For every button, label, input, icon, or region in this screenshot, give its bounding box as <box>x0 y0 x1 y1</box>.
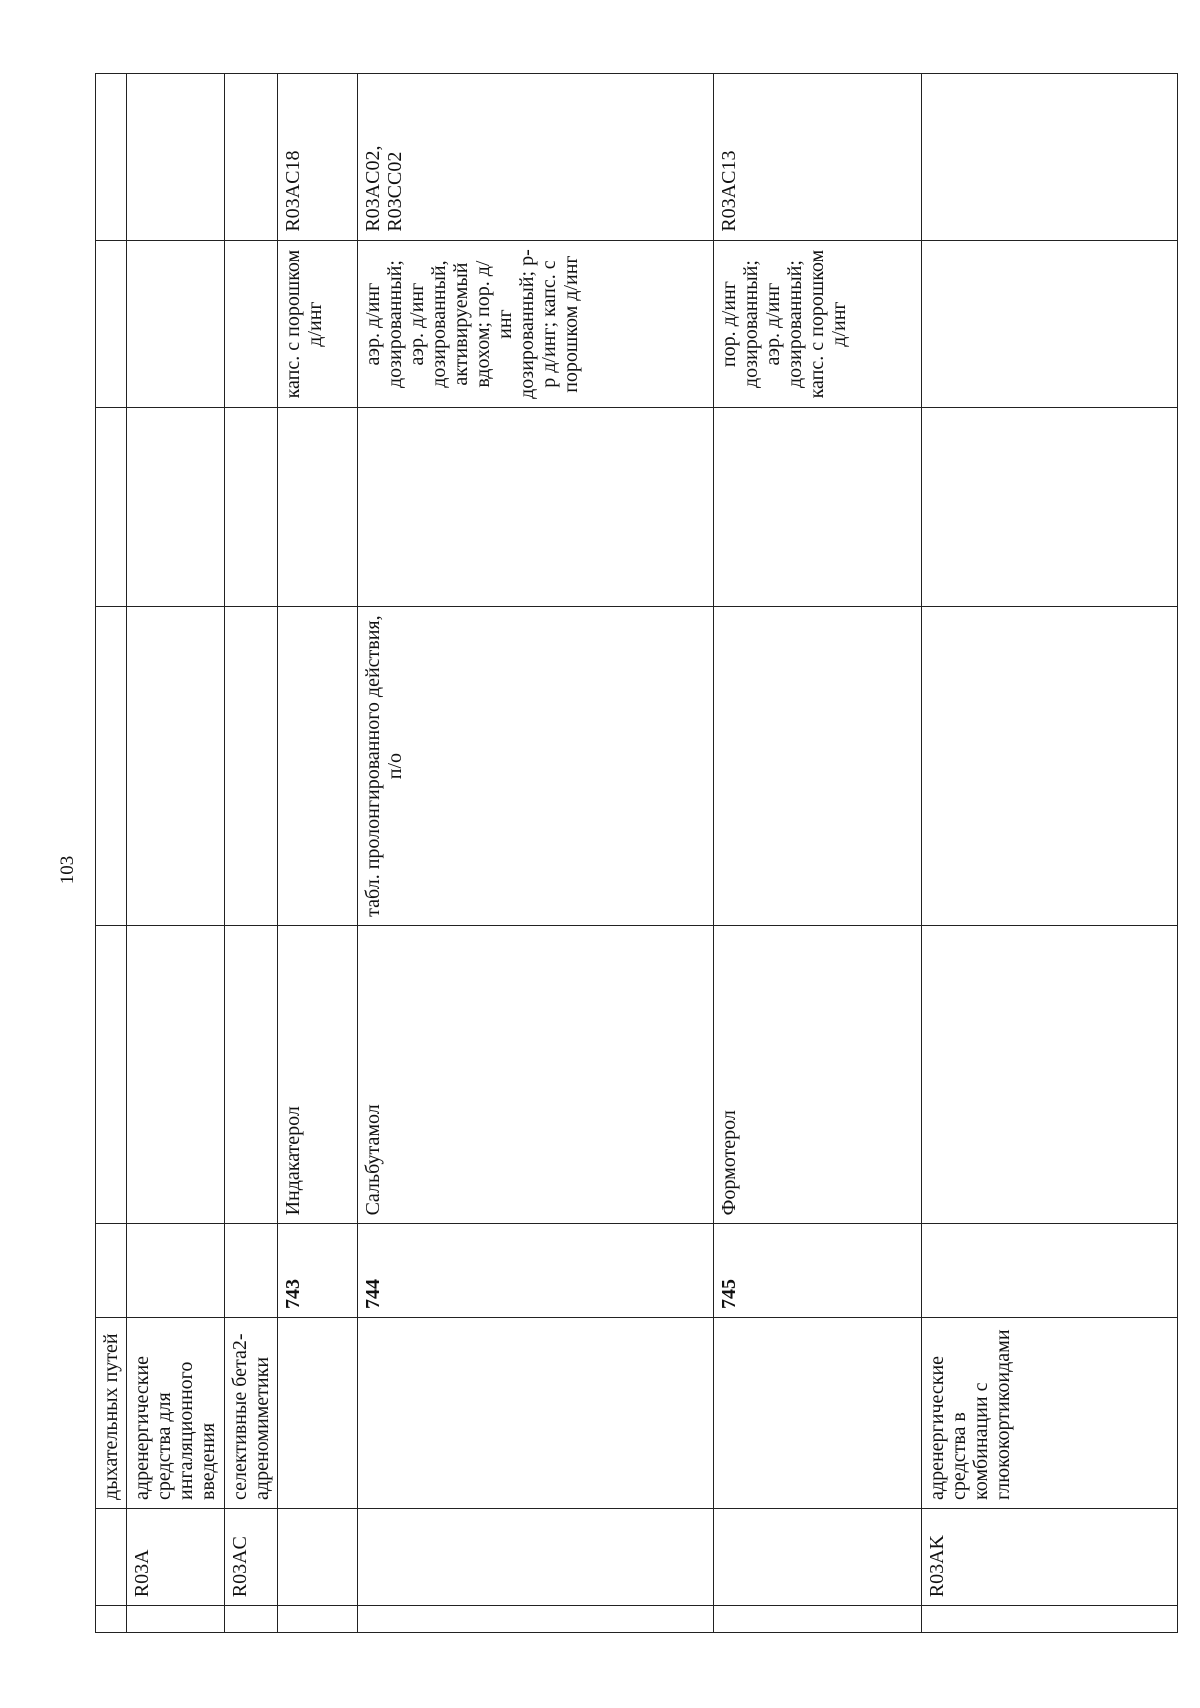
form-cell-b <box>278 408 358 606</box>
form-cell-a <box>922 606 1178 926</box>
form-cell-b <box>714 408 922 606</box>
code-cell <box>358 1508 714 1605</box>
blank-cell <box>922 1606 1178 1633</box>
number-cell: 744 <box>358 1224 714 1318</box>
table-row <box>96 74 127 1633</box>
form-cell-a <box>278 606 358 926</box>
form-cell-a: табл. пролонгированного действия, п/о <box>358 606 714 926</box>
table-row <box>922 74 1178 1633</box>
atc-code-cell <box>96 74 127 241</box>
number-cell <box>922 1224 1178 1318</box>
table-row <box>225 74 278 1633</box>
number-cell <box>127 1224 225 1318</box>
group-cell <box>358 1318 714 1509</box>
code-cell: R03A <box>127 1508 225 1605</box>
blank-cell <box>278 1606 358 1633</box>
number-cell: 745 <box>714 1224 922 1318</box>
drug-name-cell <box>225 926 278 1224</box>
form-cell-b <box>127 408 225 606</box>
atc-code-cell <box>127 74 225 241</box>
form-cell-c <box>225 240 278 408</box>
form-cell-b <box>358 408 714 606</box>
drug-name-cell <box>127 926 225 1224</box>
page-number: 103 <box>57 855 78 885</box>
drug-name-cell: Сальбутамол <box>358 926 714 1224</box>
blank-cell <box>225 1606 278 1633</box>
drug-name-cell <box>922 926 1178 1224</box>
form-cell-c <box>127 240 225 408</box>
rotated-table-container <box>95 73 1177 1633</box>
group-cell: селективные бета2-адреномиметики <box>225 1318 278 1509</box>
blank-cell <box>358 1606 714 1633</box>
table-row <box>714 74 922 1633</box>
form-cell-a <box>127 606 225 926</box>
group-cell: адренергические средства для ингаляционного введения <box>127 1318 225 1509</box>
form-cell-c: аэр. д/инг дозированный; аэр. д/инг дозированный, активируемый вдохом; пор. д/инг дозированный; р-р д/инг; капс. с порошком д/инг <box>358 240 714 408</box>
drug-name-cell: Формотерол <box>714 926 922 1224</box>
blank-cell <box>96 1606 127 1633</box>
form-cell-b <box>922 408 1178 606</box>
code-cell: R03AK <box>922 1508 1178 1605</box>
form-cell-c: пор. д/инг дозированный; аэр. д/инг дозированный; капс. с порошком д/инг <box>714 240 922 408</box>
form-cell-b <box>225 408 278 606</box>
drug-table <box>95 73 1178 1633</box>
blank-cell <box>127 1606 225 1633</box>
form-cell-b <box>96 408 127 606</box>
group-cell <box>714 1318 922 1509</box>
drug-name-cell <box>96 926 127 1224</box>
atc-code-cell <box>225 74 278 241</box>
table-row <box>127 74 225 1633</box>
blank-cell <box>714 1606 922 1633</box>
table-row <box>278 74 358 1633</box>
atc-code-cell: R03AC02, R03CC02 <box>358 74 714 241</box>
form-cell-c <box>96 240 127 408</box>
drug-name-cell: Индакатерол <box>278 926 358 1224</box>
atc-code-cell: R03AC13 <box>714 74 922 241</box>
atc-code-cell: R03AC18 <box>278 74 358 241</box>
number-cell <box>225 1224 278 1318</box>
group-cell: дыхательных путей <box>96 1318 127 1509</box>
code-cell <box>96 1508 127 1605</box>
group-cell <box>278 1318 358 1509</box>
code-cell <box>278 1508 358 1605</box>
form-cell-a <box>714 606 922 926</box>
number-cell: 743 <box>278 1224 358 1318</box>
form-cell-a <box>96 606 127 926</box>
form-cell-c <box>922 240 1178 408</box>
code-cell <box>714 1508 922 1605</box>
code-cell: R03AC <box>225 1508 278 1605</box>
atc-code-cell <box>922 74 1178 241</box>
group-cell: адренергические средства в комбинации с глюкокортикоидами <box>922 1318 1178 1509</box>
form-cell-a <box>225 606 278 926</box>
form-cell-c: капс. с порошком д/инг <box>278 240 358 408</box>
table-row <box>358 74 714 1633</box>
number-cell <box>96 1224 127 1318</box>
